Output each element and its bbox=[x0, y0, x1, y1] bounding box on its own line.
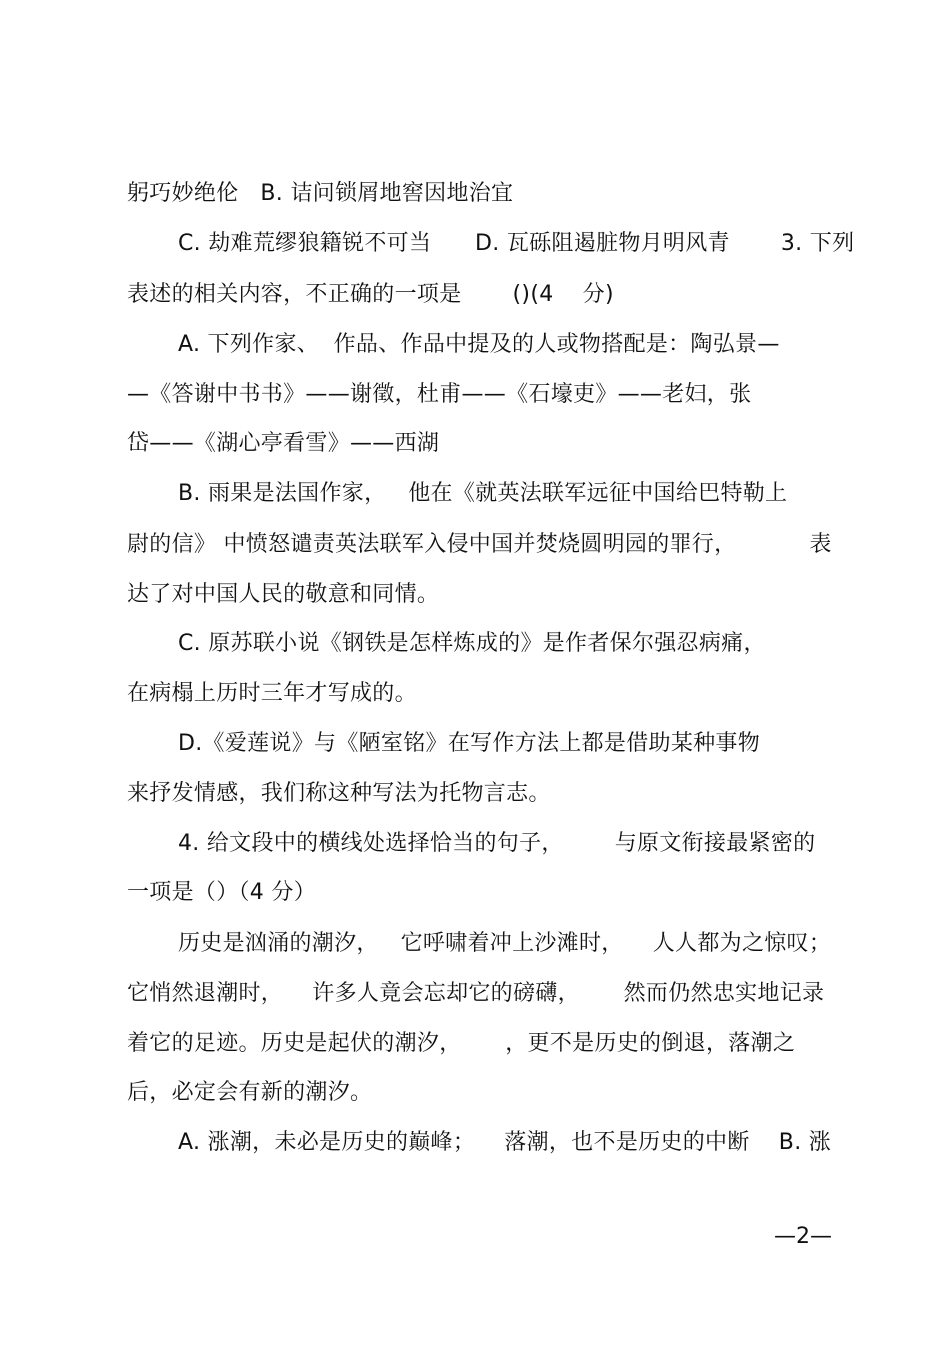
page-number: —2— bbox=[774, 1224, 832, 1249]
text-line-4: A. 下列作家、 作品、作品中提及的人或物搭配是：陶弘景— bbox=[178, 332, 780, 357]
text-line-16: 历史是汹涌的潮汐， 它呼啸着冲上沙滩时， 人人都为之惊叹； bbox=[178, 931, 832, 956]
text-line-17: 它悄然退潮时， 许多人竟会忘却它的磅礴， 然而仍然忠实地记录 bbox=[127, 981, 825, 1006]
text-line-20: A. 涨潮，未必是历史的巅峰； 落潮，也不是历史的中断 B. 涨 bbox=[178, 1130, 832, 1155]
text-line-5: —《答谢中书书》——谢徵，杜甫——《石壕吏》——老妇，张 bbox=[127, 382, 752, 407]
text-line-6: 岱——《湖心亭看雪》——西湖 bbox=[127, 431, 440, 456]
text-line-9: 达了对中国人民的敬意和同情。 bbox=[127, 582, 440, 607]
text-line-1: 躬巧妙绝伦 B. 诘问锁屑地窖因地治宜 bbox=[127, 181, 514, 206]
text-line-18: 着它的足迹。历史是起伏的潮汐， ，更不是历史的倒退，落潮之 bbox=[127, 1031, 796, 1056]
text-line-12: D.《爱莲说》与《陋室铭》在写作方法上都是借助某种事物 bbox=[178, 731, 761, 756]
text-line-7: B. 雨果是法国作家， 他在《就英法联军远征中国给巴特勒上 bbox=[178, 481, 788, 506]
text-line-14: 4. 给文段中的横线处选择恰当的句子， 与原文衔接最紧密的 bbox=[178, 831, 816, 856]
text-line-2: C. 劫难荒缪狼籍锐不可当 D. 瓦砾阻遏脏物月明风青 3. 下列 bbox=[178, 231, 855, 256]
text-line-11: 在病榻上历时三年才写成的。 bbox=[127, 681, 417, 706]
text-line-10: C. 原苏联小说《钢铁是怎样炼成的》是作者保尔强忍病痛， bbox=[178, 631, 766, 656]
text-line-19: 后，必定会有新的潮汐。 bbox=[127, 1080, 373, 1105]
text-line-13: 来抒发情感，我们称这种写法为托物言志。 bbox=[127, 781, 551, 806]
text-line-3: 表述的相关内容，不正确的一项是 ()(4 分) bbox=[127, 282, 614, 307]
text-line-15: 一项是（）（4 分） bbox=[127, 880, 316, 905]
text-line-8: 尉的信》 中愤怒谴责英法联军入侵中国并焚烧圆明园的罪行， 表 bbox=[127, 532, 832, 557]
